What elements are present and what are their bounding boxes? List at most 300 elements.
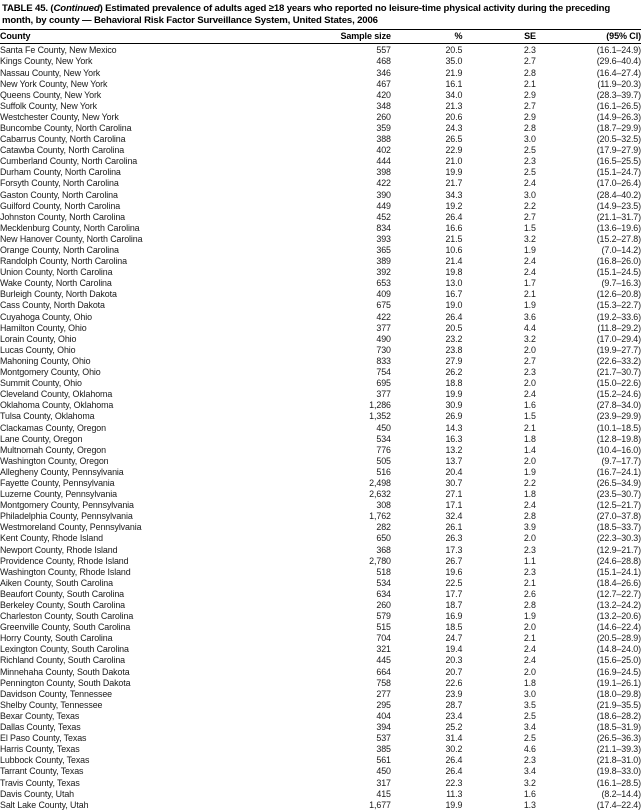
table-row	[0, 545, 641, 556]
cell-ci: (26.5–36.3)	[596, 733, 641, 744]
cell-se: 2.8	[523, 67, 536, 78]
cell-sample-size: 415	[376, 788, 391, 799]
cell-percent: 21.9	[445, 67, 463, 78]
cell-sample-size: 467	[376, 78, 391, 89]
cell-county: Cuyahoga County, Ohio	[0, 311, 92, 322]
cell-se: 3.0	[523, 688, 536, 699]
cell-sample-size: 394	[376, 722, 391, 733]
cell-sample-size: 365	[376, 245, 391, 255]
cell-county: Gaston County, North Carolina	[0, 189, 118, 200]
table-row	[0, 589, 641, 600]
cell-percent: 13.7	[445, 455, 463, 466]
cell-ci: (16.1–26.5)	[596, 100, 641, 111]
table-body	[0, 43, 641, 810]
cell-percent: 34.3	[445, 189, 463, 200]
cell-sample-size: 393	[376, 233, 391, 244]
cell-county: Lorain County, Ohio	[0, 333, 77, 344]
cell-ci: (29.6–40.4)	[596, 56, 641, 67]
cell-se: 4.6	[523, 744, 536, 755]
cell-se: 2.1	[523, 289, 536, 300]
cell-percent: 23.2	[445, 333, 463, 344]
cell-se: 2.6	[523, 588, 536, 599]
cell-county: Kent County, Rhode Island	[0, 533, 103, 544]
cell-percent: 16.9	[445, 611, 463, 622]
cell-county: Lubbock County, Texas	[0, 755, 90, 766]
cell-se: 3.2	[523, 777, 536, 788]
cell-ci: (17.4–22.4)	[596, 799, 641, 810]
table-row	[0, 101, 641, 112]
cell-sample-size: 754	[376, 367, 391, 378]
cell-percent: 28.7	[445, 699, 463, 710]
cell-percent: 11.3	[446, 788, 463, 799]
cell-ci: (19.9–27.7)	[596, 344, 641, 355]
cell-county: Montgomery County, Pennsylvania	[0, 500, 134, 511]
cell-se: 2.3	[523, 566, 536, 577]
cell-county: Montgomery County, Ohio	[0, 367, 101, 378]
cell-ci: (16.9–24.5)	[596, 666, 641, 677]
cell-percent: 20.5	[445, 45, 463, 56]
cell-sample-size: 260	[376, 111, 391, 122]
column-header-county: County	[0, 29, 315, 43]
cell-se: 2.4	[523, 389, 536, 400]
cell-sample-size: 449	[376, 200, 391, 211]
cell-sample-size: 377	[376, 389, 391, 400]
table-row	[0, 556, 641, 567]
cell-percent: 26.4	[445, 766, 463, 777]
table-row	[0, 167, 641, 178]
cell-se: 2.0	[523, 378, 536, 389]
cell-percent: 26.1	[445, 522, 463, 533]
cell-county: Dallas County, Texas	[0, 722, 81, 733]
table-row	[0, 79, 641, 90]
cell-percent: 30.2	[445, 744, 463, 755]
cell-ci: (21.9–35.5)	[596, 699, 641, 710]
cell-sample-size: 675	[376, 300, 391, 311]
cell-sample-size: 346	[376, 67, 391, 78]
cell-ci: (9.7–17.7)	[601, 455, 641, 466]
cell-percent: 20.4	[445, 466, 463, 477]
cell-se: 1.4	[523, 444, 536, 455]
cell-se: 1.8	[523, 489, 536, 500]
cell-sample-size: 650	[376, 533, 391, 544]
table-row	[0, 578, 641, 589]
table-row	[0, 722, 641, 733]
table-row	[0, 678, 641, 689]
cell-county: Lexington County, South Carolina	[0, 644, 129, 655]
cell-county: Kings County, New York	[0, 56, 93, 67]
cell-county: Davis County, Utah	[0, 788, 74, 799]
table-row	[0, 400, 641, 411]
cell-se: 2.7	[523, 211, 536, 222]
cell-sample-size: 450	[376, 766, 391, 777]
table-row	[0, 323, 641, 334]
cell-sample-size: 2,632	[369, 489, 391, 500]
cell-ci: (22.6–33.2)	[596, 355, 641, 366]
cell-sample-size: 409	[376, 289, 391, 300]
cell-county: Wake County, North Carolina	[0, 278, 112, 289]
cell-percent: 13.0	[445, 278, 463, 289]
cell-sample-size: 704	[376, 633, 391, 644]
table-row	[0, 378, 641, 389]
table-title-suffix: ) Estimated prevalence of adults aged ≥18 years who reported no leisure-time physical activity during the preceding month, by county — Behavioral Risk Factor Surveillance System, United States, 2006	[2, 3, 611, 27]
cell-se: 2.7	[523, 56, 536, 67]
cell-sample-size: 260	[376, 600, 391, 610]
cell-county: Catawba County, North Carolina	[0, 145, 125, 156]
cell-percent: 17.7	[445, 588, 463, 599]
cell-ci: (16.5–25.5)	[596, 156, 641, 167]
table-title	[0, 0, 641, 29]
table-row	[0, 123, 641, 134]
table-row	[0, 300, 641, 311]
cell-ci: (18.5–33.7)	[596, 522, 641, 533]
cell-county: Minnehaha County, South Dakota	[0, 666, 130, 677]
table-header	[0, 29, 641, 43]
cell-percent: 21.5	[445, 233, 463, 244]
cell-sample-size: 422	[376, 178, 391, 189]
cell-sample-size: 730	[376, 344, 391, 355]
table-row	[0, 711, 641, 722]
cell-percent: 22.6	[445, 677, 463, 688]
cell-county: Berkeley County, South Carolina	[0, 600, 125, 610]
cell-percent: 21.4	[445, 256, 463, 267]
cell-sample-size: 277	[376, 688, 391, 699]
cell-percent: 32.4	[445, 511, 463, 522]
cell-county: Horry County, South Carolina	[0, 633, 113, 644]
cell-sample-size: 450	[376, 422, 391, 433]
cell-se: 2.3	[523, 544, 536, 555]
cell-ci: (10.4–16.0)	[596, 444, 641, 455]
cell-county: Newport County, Rhode Island	[0, 544, 118, 555]
cell-se: 2.1	[523, 422, 536, 433]
table-row	[0, 644, 641, 655]
cell-percent: 26.5	[445, 134, 463, 145]
cell-county: Salt Lake County, Utah	[0, 799, 89, 810]
cell-county: Washington County, Oregon	[0, 455, 109, 466]
cell-se: 2.4	[523, 178, 536, 189]
cell-percent: 23.8	[445, 344, 463, 355]
cell-county: Philadelphia County, Pennsylvania	[0, 511, 133, 522]
cell-county: Aiken County, South Carolina	[0, 577, 113, 588]
cell-ci: (21.1–31.7)	[596, 211, 641, 222]
cell-ci: (24.6–28.8)	[596, 555, 641, 566]
cell-percent: 20.5	[445, 322, 463, 333]
cell-ci: (27.8–34.0)	[596, 400, 641, 411]
cell-ci: (12.5–21.7)	[596, 500, 641, 511]
cell-percent: 30.7	[445, 477, 463, 488]
cell-county: Fayette County, Pennsylvania	[0, 477, 115, 488]
cell-ci: (21.1–39.3)	[596, 744, 641, 755]
cell-se: 1.9	[523, 245, 536, 255]
cell-se: 1.8	[523, 433, 536, 444]
cell-ci: (23.5–30.7)	[596, 489, 641, 500]
cell-sample-size: 404	[376, 710, 391, 721]
column-header-sample-size: Sample size	[315, 29, 391, 43]
table-row	[0, 178, 641, 189]
cell-se: 2.1	[523, 78, 536, 89]
cell-county: Richland County, South Carolina	[0, 655, 126, 666]
table-row	[0, 500, 641, 511]
cell-ci: (23.9–29.9)	[596, 411, 641, 422]
cell-ci: (18.7–29.9)	[596, 122, 641, 133]
table-row	[0, 533, 641, 544]
cell-ci: (16.1–28.5)	[596, 777, 641, 788]
cell-percent: 19.8	[445, 267, 463, 278]
cell-ci: (22.3–30.3)	[596, 533, 641, 544]
cell-percent: 19.9	[445, 167, 463, 178]
table-row	[0, 223, 641, 234]
cell-county: Cass County, North Dakota	[0, 300, 105, 311]
cell-sample-size: 308	[376, 500, 391, 511]
cell-sample-size: 422	[376, 311, 391, 322]
cell-county: Randolph County, North Carolina	[0, 256, 127, 267]
cell-se: 2.0	[523, 622, 536, 633]
table-row	[0, 633, 641, 644]
table-row	[0, 201, 641, 212]
cell-se: 2.5	[523, 733, 536, 744]
cell-se: 2.1	[523, 633, 536, 644]
table-row	[0, 667, 641, 678]
cell-ci: (15.3–22.7)	[596, 300, 641, 311]
cell-sample-size: 634	[376, 588, 391, 599]
cell-percent: 26.3	[445, 533, 463, 544]
cell-sample-size: 359	[376, 122, 391, 133]
cell-sample-size: 833	[376, 355, 391, 366]
cell-percent: 13.2	[445, 444, 463, 455]
cell-county: Multnomah County, Oregon	[0, 444, 106, 455]
cell-percent: 22.3	[445, 777, 463, 788]
cell-ci: (13.2–20.6)	[596, 611, 641, 622]
cell-sample-size: 452	[376, 211, 391, 222]
cell-sample-size: 653	[376, 278, 391, 289]
cell-se: 3.4	[523, 722, 536, 733]
cell-county: Beaufort County, South Carolina	[0, 588, 125, 599]
cell-percent: 24.3	[445, 122, 463, 133]
cell-percent: 26.7	[445, 555, 463, 566]
cell-percent: 18.7	[445, 600, 463, 610]
column-header-se: SE	[462, 29, 536, 43]
cell-percent: 19.0	[445, 300, 463, 311]
table-row	[0, 800, 641, 811]
cell-ci: (17.0–29.4)	[596, 333, 641, 344]
cell-sample-size: 2,780	[369, 555, 391, 566]
cell-ci: (12.9–21.7)	[596, 544, 641, 555]
cell-sample-size: 518	[376, 566, 391, 577]
cell-ci: (27.0–37.8)	[596, 511, 641, 522]
cell-se: 1.6	[523, 788, 536, 799]
cell-county: Travis County, Texas	[0, 777, 80, 788]
table-row	[0, 489, 641, 500]
table-row	[0, 267, 641, 278]
cell-se: 2.0	[523, 455, 536, 466]
table-row	[0, 789, 641, 800]
cell-county: Hamilton County, Ohio	[0, 322, 87, 333]
cell-se: 3.6	[523, 311, 536, 322]
cell-ci: (15.1–24.7)	[596, 167, 641, 178]
cell-sample-size: 445	[376, 655, 391, 666]
cell-percent: 18.8	[445, 378, 463, 389]
cell-county: Suffolk County, New York	[0, 100, 97, 111]
cell-sample-size: 1,762	[369, 511, 391, 522]
cell-sample-size: 557	[376, 45, 391, 56]
cell-se: 2.3	[523, 367, 536, 378]
cell-county: Westmoreland County, Pennsylvania	[0, 522, 142, 533]
cell-ci: (8.2–14.4)	[601, 788, 641, 799]
cell-sample-size: 534	[376, 433, 391, 444]
table-row	[0, 700, 641, 711]
cell-sample-size: 398	[376, 167, 391, 178]
cell-county: Oklahoma County, Oklahoma	[0, 400, 114, 411]
table-row	[0, 56, 641, 67]
table-row	[0, 655, 641, 666]
cell-county: Queens County, New York	[0, 89, 102, 100]
table-row	[0, 145, 641, 156]
cell-sample-size: 282	[376, 522, 391, 533]
cell-ci: (16.4–27.4)	[596, 67, 641, 78]
table-row	[0, 345, 641, 356]
cell-county: Harris County, Texas	[0, 744, 80, 755]
cell-county: Cumberland County, North Carolina	[0, 156, 138, 167]
cell-se: 2.9	[523, 89, 536, 100]
cell-se: 1.6	[523, 400, 536, 411]
table-row	[0, 367, 641, 378]
cell-percent: 10.6	[445, 245, 463, 255]
cell-percent: 21.0	[445, 156, 463, 167]
table-row	[0, 744, 641, 755]
cell-ci: (15.1–24.1)	[596, 566, 641, 577]
cell-se: 3.9	[523, 522, 536, 533]
table-row	[0, 234, 641, 245]
cell-ci: (16.1–24.9)	[596, 45, 641, 56]
table-row	[0, 334, 641, 345]
cell-se: 3.4	[523, 766, 536, 777]
cell-sample-size: 1,677	[369, 799, 391, 810]
cell-ci: (28.4–40.2)	[596, 189, 641, 200]
cell-se: 1.3	[523, 799, 536, 810]
table-row	[0, 456, 641, 467]
cell-se: 3.5	[523, 699, 536, 710]
cell-sample-size: 385	[376, 744, 391, 755]
cell-sample-size: 317	[376, 777, 391, 788]
cell-percent: 31.4	[445, 733, 463, 744]
table-row	[0, 190, 641, 201]
cell-county: Bexar County, Texas	[0, 710, 80, 721]
cell-sample-size: 776	[376, 444, 391, 455]
cell-ci: (12.8–19.8)	[596, 433, 641, 444]
cell-se: 3.0	[523, 189, 536, 200]
table-row	[0, 356, 641, 367]
cell-ci: (17.9–27.9)	[596, 145, 641, 156]
cell-percent: 24.7	[445, 633, 463, 644]
cell-se: 2.8	[523, 511, 536, 522]
cell-county: Cleveland County, Oklahoma	[0, 389, 113, 400]
cell-ci: (17.0–26.4)	[596, 178, 641, 189]
cell-ci: (15.1–24.5)	[596, 267, 641, 278]
cell-ci: (16.8–26.0)	[596, 256, 641, 267]
table-row	[0, 434, 641, 445]
cell-county: Nassau County, New York	[0, 67, 101, 78]
cell-percent: 16.6	[445, 222, 463, 233]
cell-sample-size: 1,286	[369, 400, 391, 411]
cell-percent: 20.7	[445, 666, 463, 677]
cell-se: 2.9	[523, 111, 536, 122]
cell-sample-size: 389	[376, 256, 391, 267]
table-row	[0, 245, 641, 256]
cell-percent: 22.5	[445, 577, 463, 588]
cell-percent: 23.9	[445, 688, 463, 699]
cell-se: 1.5	[523, 222, 536, 233]
cell-sample-size: 295	[376, 699, 391, 710]
cell-county: Mecklenburg County, North Carolina	[0, 222, 140, 233]
cell-percent: 17.1	[445, 500, 463, 511]
table-row	[0, 733, 641, 744]
cell-county: Tarrant County, Texas	[0, 766, 84, 777]
cell-se: 2.3	[523, 755, 536, 766]
cell-percent: 23.4	[445, 710, 463, 721]
cell-sample-size: 516	[376, 466, 391, 477]
cell-county: Pennington County, South Dakota	[0, 677, 131, 688]
cell-ci: (19.1–26.1)	[596, 677, 641, 688]
cell-se: 2.4	[523, 267, 536, 278]
cell-ci: (19.2–33.6)	[596, 311, 641, 322]
cell-ci: (10.1–18.5)	[596, 422, 641, 433]
cell-percent: 34.0	[445, 89, 463, 100]
cell-se: 2.1	[523, 577, 536, 588]
cell-sample-size: 444	[376, 156, 391, 167]
cell-se: 3.2	[523, 333, 536, 344]
table-row	[0, 389, 641, 400]
cell-ci: (19.8–33.0)	[596, 766, 641, 777]
cell-county: Davidson County, Tennessee	[0, 688, 113, 699]
cell-sample-size: 834	[376, 222, 391, 233]
table-row	[0, 689, 641, 700]
cell-county: Guilford County, North Carolina	[0, 200, 121, 211]
cell-se: 1.5	[523, 411, 536, 422]
table-row	[0, 43, 641, 56]
cell-se: 1.9	[523, 611, 536, 622]
table-row	[0, 423, 641, 434]
cell-county: Charleston County, South Carolina	[0, 611, 134, 622]
cell-se: 1.7	[523, 278, 536, 289]
cell-percent: 19.9	[445, 389, 463, 400]
table-row	[0, 112, 641, 123]
cell-sample-size: 758	[376, 677, 391, 688]
cell-percent: 26.4	[445, 311, 463, 322]
cell-se: 2.4	[523, 500, 536, 511]
cell-ci: (18.4–26.6)	[596, 577, 641, 588]
cell-county: Orange County, North Carolina	[0, 245, 119, 255]
cell-county: Buncombe County, North Carolina	[0, 122, 132, 133]
table-row	[0, 766, 641, 777]
cell-sample-size: 515	[376, 622, 391, 633]
cell-se: 2.4	[523, 256, 536, 267]
cell-se: 2.5	[523, 167, 536, 178]
cell-percent: 19.4	[445, 644, 463, 655]
cell-county: Providence County, Rhode Island	[0, 555, 129, 566]
cell-se: 2.4	[523, 655, 536, 666]
cell-se: 2.3	[523, 45, 536, 56]
cell-county: Durham County, North Carolina	[0, 167, 121, 178]
table-row	[0, 134, 641, 145]
cell-county: Lucas County, Ohio	[0, 344, 76, 355]
cell-ci: (13.6–19.6)	[596, 222, 641, 233]
cell-percent: 21.3	[445, 100, 463, 111]
cell-se: 2.0	[523, 666, 536, 677]
table-row	[0, 467, 641, 478]
cell-se: 2.2	[523, 477, 536, 488]
table-row	[0, 312, 641, 323]
cell-se: 2.8	[523, 122, 536, 133]
cell-ci: (26.5–34.9)	[596, 477, 641, 488]
